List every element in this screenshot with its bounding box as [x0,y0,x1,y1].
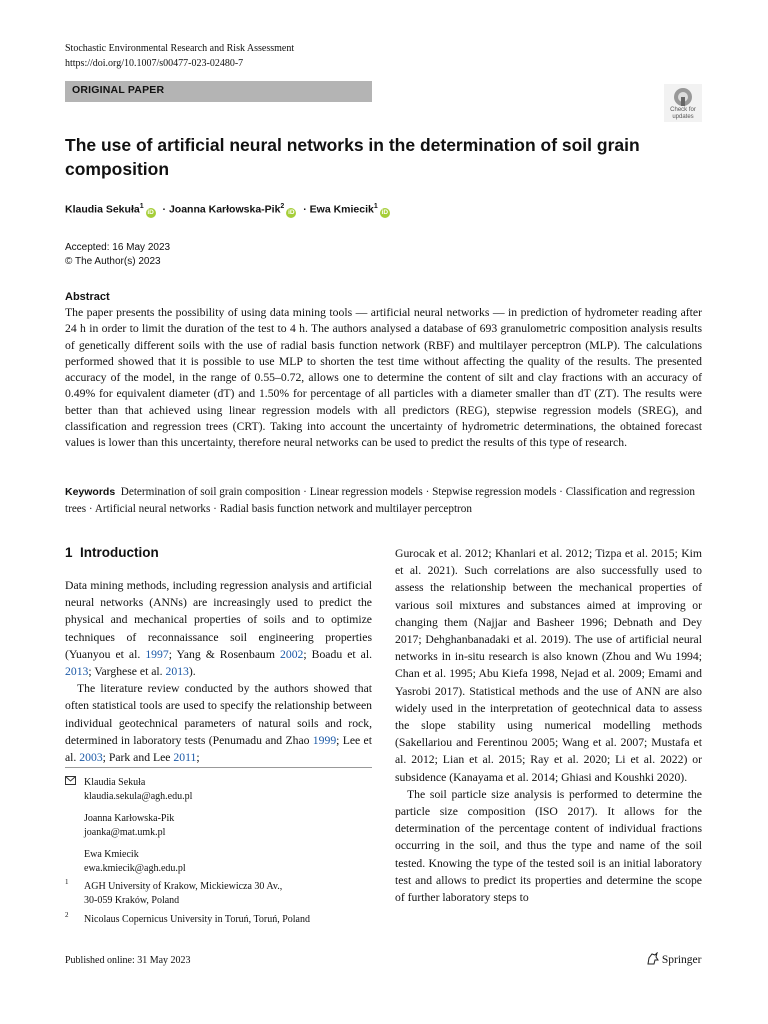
journal-name: Stochastic Environmental Research and Risk Assessment [65,43,295,54]
citation-link[interactable]: 2013 [65,665,89,679]
author-name: Joanna Karłowska-Pik [168,203,281,216]
text-run: ; Park and Lee [102,751,174,765]
affiliation-line: Nicolaus Copernicus University in Toruń, Toruń, Poland [84,914,310,925]
abstract-heading: Abstract [65,291,110,303]
orcid-icon[interactable]: iD [381,208,389,216]
author-name: Klaudia Sekuła [65,203,140,216]
keywords-label: Keywords [65,486,116,498]
article-title: The use of artificial neural networks in the determination of soil grain composition [65,135,640,179]
text-run: ; Boadu et al. [303,647,373,661]
text-run: ). [188,665,196,679]
corr-name: Klaudia Sekuła [84,777,146,788]
citation-link[interactable]: 1997 [145,647,169,661]
article-dates [65,241,170,269]
publisher-logo [646,952,701,966]
corr-name: Ewa Kmiecik [84,849,139,860]
affiliation-mark: 2 [280,203,285,210]
citation-link[interactable]: 1999 [312,733,337,747]
text-run: Data mining methods, including regression analysis and artificial neural networks (ANNs) are increasingly used to predict the physical and mechanical properties of soils and to optimize techniques of reconnaissance soil engineering properties (Yuanyou et al. [65,579,372,661]
copyright-line: © The Author(s) 2023 [65,256,161,267]
affiliation-2 [65,913,372,927]
corr-email[interactable]: ewa.kmiecik@agh.edu.pl [84,862,186,874]
publisher-name: Springer [661,954,702,966]
keywords-text: Determination of soil grain composition · Linear regression models · Stepwise regression models · Classification and regression trees · Artificial neural networks · Radial basis function network and multilayer perceptron [65,486,695,515]
affiliation-mark: 1 [139,203,144,210]
affiliation-line: 30-059 Kraków, Poland [84,894,180,906]
affiliation-number: 2 [65,911,69,919]
paragraph [65,577,372,680]
section-heading [65,545,159,560]
corr-email[interactable]: klaudia.sekula@agh.edu.pl [84,790,193,802]
section-number: 1 [65,545,73,560]
paragraph [65,680,372,766]
corr-name: Joanna Karłowska-Pik [84,813,175,824]
affiliation-number: 1 [65,878,69,886]
envelope-icon [65,776,77,790]
author-separator: · [162,203,167,216]
doi-link[interactable]: https://doi.org/10.1007/s00477-023-02480-7 [65,58,244,69]
right-column [395,545,702,906]
text-run: ; Varghese et al. [88,665,166,679]
check-text-1: Check for [670,107,696,113]
affiliation-mark: 1 [373,203,378,210]
section-title: Introduction [80,545,159,560]
text-run: The literature review conducted by the authors showed that often statistical tools are used to specify the relationship between individual geotechnical parameters of natural soils and rock, determined in laboratory tests (Penumadu and Zhao [65,682,372,747]
text-run: ; Yang & Rosenbaum [168,647,281,661]
author-name: Ewa Kmiecik [309,203,374,216]
abstract-text: The paper presents the possibility of using data mining tools — artificial neural networks — in prediction of hydrometer reading after 24 h in order to limit the duration of the test to 4 h. The authors analysed a database of 693 granulometric composition analysis results of genetically different soils with the use of radial basis function network (RBF) and multilayer perceptron (MLP). The calculations performed showed that it is possible to use MLP to shorten the test time without affecting the quality of the results. The presented accuracy of the model, in the range of 0.55–0.72, allows one to determine the content of silt and clay fractions with an accuracy of 0.49% for equivalent diameter (dT) and 1.50% for percentage of all particles with a diameter smaller than dT (ZT). The results were better than that achieved using linear regression models with all predictors (REG), stepwise regression models (SREG), and classification and regression trees (CRT). Taking into account the uncertainty of hydrometric determinations, the obtained forecast values is lower than this uncertainty, therefore neural networks can be used to predict the results of this type of research. [65,306,702,450]
paragraph: The soil particle size analysis is performed to determine the particle size composition (ISO 2017). It allows for the determination of the percentage content of individual fractions occurring in the soil, and thus the type and name of the soil tested. Knowing the type of the tested soil is an initial laboratory test and allows to predict its properties and determine the scope of further laboratory steps to [395,787,702,905]
paragraph: Gurocak et al. 2012; Khanlari et al. 2012; Tizpa et al. 2015; Kim et al. 2021). Such correlations are also successfully used to assess the relationship between the mechanical properties of various soil mixtures and substances aimed at improving or changing them (Najjar and Basheer 1996; Debnath and Dey 2017; Dehghanbanadaki et al. 2019). The use of artificial neural networks in in-situ research is also known (Zhou and Wu 1994; Chan et al. 1995; Abu Kiefa 1998, Nejad et al. 2009; Emami and Yasrobi 2017). Statistical methods and the use of ANN are also widely used in the interpretation of geotechnical data to assess the slope stability using numerical modelling methods (Sakellariou and Ferentinou 2005; Wang et al. 2007; Mustafa et al. 2012; Lian et al. 2015; Ray et al. 2020; Li et al. 2022) or subsidence (Kanayama et al. 2014; Ghiasi and Koushki 2020). [395,547,702,784]
text-run: ; [196,751,200,765]
citation-link[interactable]: 2003 [79,751,103,765]
author-separator: · [303,203,307,216]
text-run: ; Lee et al. [65,733,372,765]
orcid-icon[interactable]: iD [147,208,154,216]
corr-email[interactable]: joanka@mat.umk.pl [84,826,166,838]
check-text-2: updates [672,114,694,120]
affiliation-line: AGH University of Krakow, Mickiewicza 30 Av., [84,881,283,892]
check-for-updates-badge[interactable] [664,84,702,122]
article-type-label: ORIGINAL PAPER [72,84,165,96]
footnote-divider [65,767,372,768]
keywords-block [65,484,705,518]
orcid-icon[interactable]: iD [288,208,295,216]
accepted-date: Accepted: 16 May 2023 [65,242,171,253]
journal-header [65,41,294,71]
citation-link[interactable]: 2002 [280,647,304,661]
author-list [65,203,394,218]
article-type-banner [65,81,372,102]
published-date: Published online: 31 May 2023 [65,955,191,966]
left-column [65,577,372,766]
citation-link[interactable]: 2011 [173,751,197,765]
springer-horse-icon [646,952,659,965]
affiliation-1 [65,880,372,907]
citation-link[interactable]: 2013 [165,665,189,679]
